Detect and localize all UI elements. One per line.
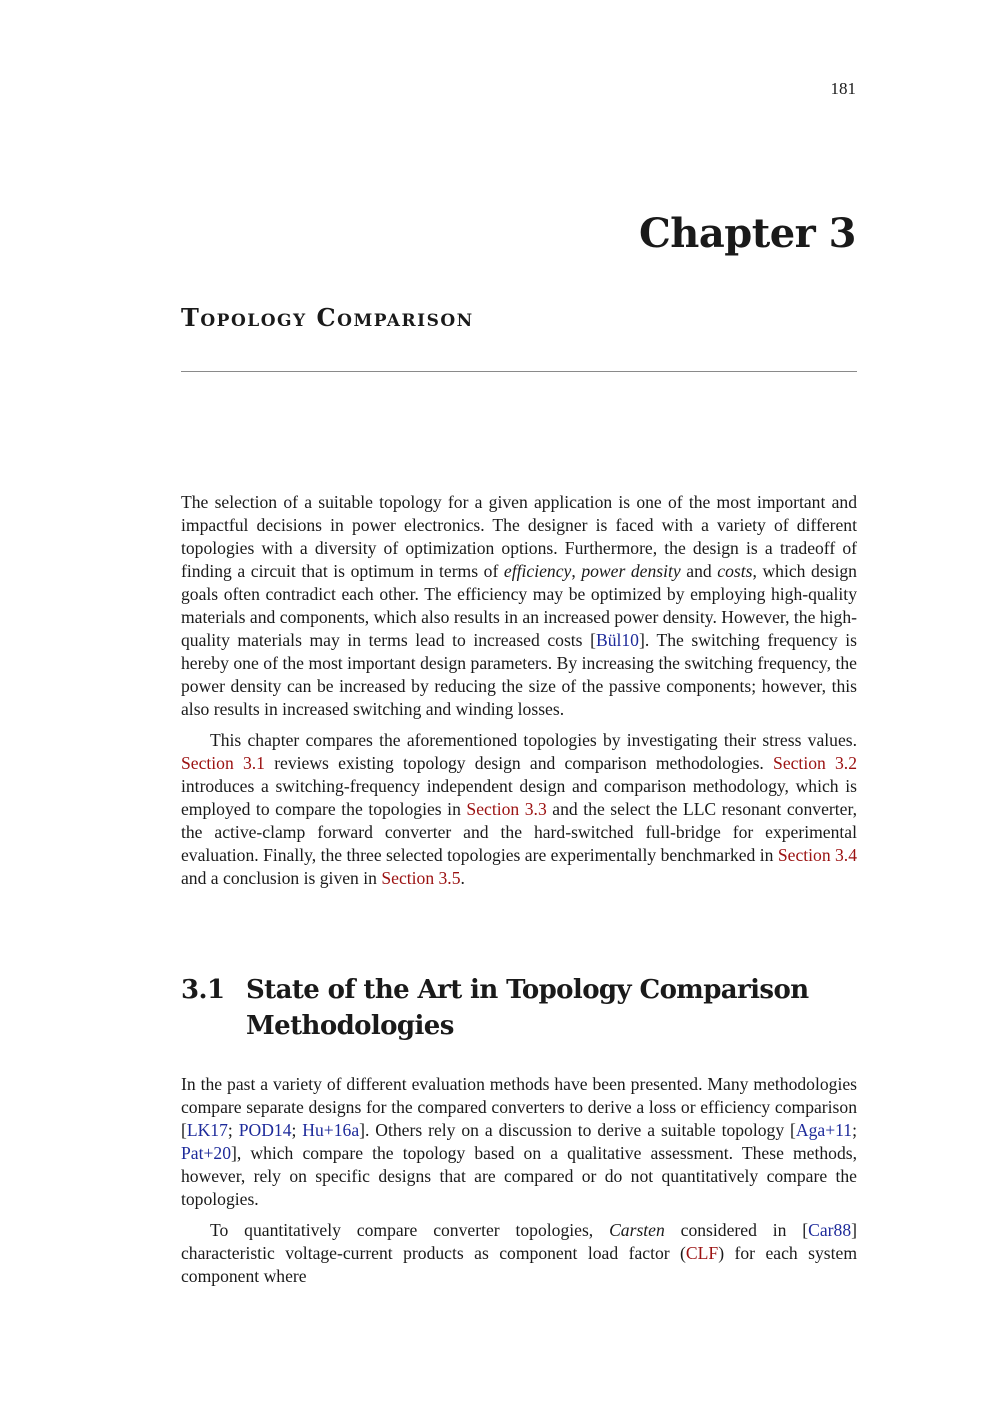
citation-link[interactable]: Hu+16a — [302, 1120, 360, 1140]
emphasis-costs: costs — [717, 561, 753, 581]
section-title: State of the Art in Topology Comparison Methodologies — [246, 975, 809, 1041]
author-name: Carsten — [609, 1220, 665, 1240]
citation-link[interactable]: Pat+20 — [181, 1143, 231, 1163]
intro-paragraph-1: The selection of a suitable topology for a given application is one of the most important and impactful decisions in power electronics. The designer is faced with a variety of different topologies with a diversity of optimization options. Furthermore, the design is a tradeoff of finding a circuit that is optimum in terms of efficiency, power density and costs, which design goals often contradict each other. The efficiency may be optimized by employing high-quality materials and components, which also results in an increased power density. However, the high-quality materials may in terms lead to increased costs [Bül10]. The switching frequency is hereby one of the most important design parameters. By increasing the switching frequency, the power density can be increased by reducing the size of the passive components; however, this also results in increased switching and winding losses. — [181, 492, 858, 719]
emphasis-efficiency: efficiency — [503, 561, 572, 581]
chapter-title: Topology Comparison — [181, 303, 474, 332]
emphasis-power-density: power density — [581, 561, 681, 581]
chapter-divider — [181, 371, 857, 372]
citation-link[interactable]: LK17 — [186, 1120, 228, 1140]
citation-link[interactable]: Bül10 — [595, 630, 639, 650]
acronym-link[interactable]: CLF — [685, 1243, 719, 1263]
section-link-3-1[interactable]: Section 3.1 — [181, 753, 265, 773]
citation-link[interactable]: Aga+11 — [795, 1120, 853, 1140]
chapter-label: Chapter 3 — [638, 210, 856, 257]
section-heading — [181, 972, 901, 1044]
citation-link[interactable]: Car88 — [808, 1220, 852, 1240]
citation-link[interactable]: POD14 — [238, 1120, 292, 1140]
section-paragraph-2: To quantitatively compare converter topologies, Carsten considered in [Car88] characteristic voltage-current products as component load factor (CLF) for each system component where — [181, 1220, 857, 1286]
section-text — [181, 1073, 857, 1296]
intro-paragraph-2: This chapter compares the aforementioned topologies by investigating their stress values. Section 3.1 reviews existing topology design and comparison methodologies. Section 3.2 introduces a switching-frequency independent design and comparison methodology, which is employed to compare the topologies in Section 3.3 and the select the LLC resonant converter, the active-clamp forward converter and the hard-switched full-bridge for experimental evaluation. Finally, the three selected topologies are experimentally benchmarked in Section 3.4 and a conclusion is given in Section 3.5. — [181, 730, 858, 888]
section-number: 3.1 — [181, 975, 225, 1005]
section-paragraph-1: In the past a variety of different evaluation methods have been presented. Many methodologies compare separate designs for the compared converters to derive a loss or efficiency comparison [LK17; POD14; Hu+16a]. Others rely on a discussion to derive a suitable topology [Aga+11; Pat+20], which compare the topology based on a qualitative assessment. These methods, however, rely on specific designs that are compared or do not quantitatively compare the topologies. — [181, 1074, 857, 1209]
section-link-3-2[interactable]: Section 3.2 — [773, 753, 858, 773]
section-link-3-4[interactable]: Section 3.4 — [777, 845, 858, 865]
page-number: 181 — [830, 79, 856, 98]
section-link-3-5[interactable]: Section 3.5 — [381, 868, 461, 888]
intro-text — [181, 491, 857, 898]
section-link-3-3[interactable]: Section 3.3 — [466, 799, 547, 819]
